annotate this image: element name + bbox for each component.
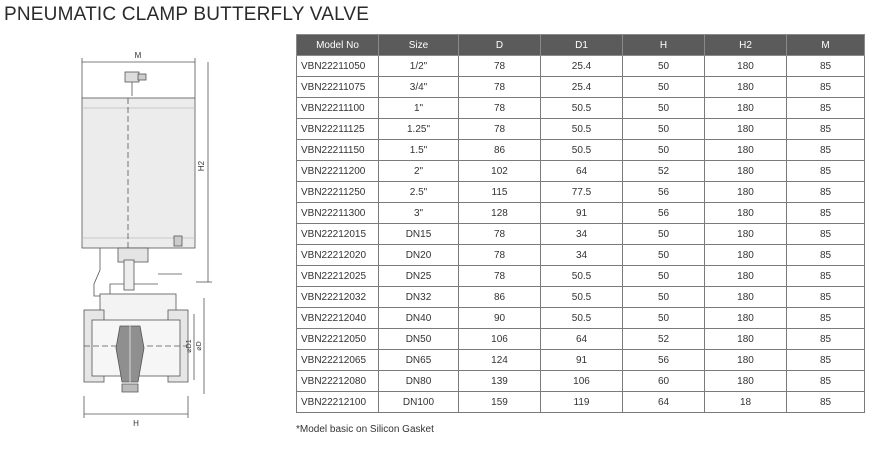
table-row [297,140,865,161]
table-cell: 180 [705,287,787,308]
page-title: PNEUMATIC CLAMP BUTTERFLY VALVE [4,4,370,25]
table-row [297,392,865,413]
table-cell: 180 [705,203,787,224]
table-cell: 85 [787,119,865,140]
model-number-cell: VBN22212040 [297,308,379,329]
table-cell: 56 [623,350,705,371]
dimension-label-m: M [134,51,142,60]
table-cell: 50 [623,308,705,329]
model-number-cell: VBN22211250 [297,182,379,203]
table-cell: 180 [705,308,787,329]
table-cell: 1.25" [379,119,459,140]
table-row [297,203,865,224]
table-cell: 91 [541,350,623,371]
table-cell: 2" [379,161,459,182]
table-cell: 86 [459,287,541,308]
table-cell: 34 [541,224,623,245]
table-cell: 85 [787,77,865,98]
table-cell: 34 [541,245,623,266]
table-cell: 78 [459,77,541,98]
table-row [297,245,865,266]
table-row [297,350,865,371]
model-number-cell: VBN22212050 [297,329,379,350]
table-row [297,266,865,287]
table-row [297,308,865,329]
table-cell: 3" [379,203,459,224]
table-cell: 2.5" [379,182,459,203]
column-header: Size [379,35,459,56]
table-cell: 78 [459,119,541,140]
table-cell: 85 [787,140,865,161]
table-cell: 180 [705,98,787,119]
column-header: D [459,35,541,56]
table-row [297,56,865,77]
table-cell: 180 [705,77,787,98]
table-cell: 64 [541,329,623,350]
table-cell: 115 [459,182,541,203]
table-cell: 180 [705,266,787,287]
table-cell: 85 [787,371,865,392]
model-number-cell: VBN22212032 [297,287,379,308]
table-cell: 124 [459,350,541,371]
model-number-cell: VBN22211100 [297,98,379,119]
table-cell: 77.5 [541,182,623,203]
table-cell: 85 [787,56,865,77]
table-cell: 25.4 [541,77,623,98]
table-cell: 64 [623,392,705,413]
table-cell: 90 [459,308,541,329]
table-cell: 180 [705,140,787,161]
table-row [297,98,865,119]
table-cell: 50 [623,56,705,77]
table-cell: 102 [459,161,541,182]
table-cell: DN25 [379,266,459,287]
column-header: Model No [297,35,379,56]
table-cell: 180 [705,350,787,371]
table-cell: 180 [705,371,787,392]
table-cell: 85 [787,308,865,329]
model-number-cell: VBN22212100 [297,392,379,413]
table-cell: 1.5" [379,140,459,161]
table-cell: 85 [787,287,865,308]
table-cell: 159 [459,392,541,413]
table-cell: DN20 [379,245,459,266]
table-row [297,224,865,245]
table-cell: 56 [623,182,705,203]
valve-technical-drawing [70,48,220,428]
table-cell: 18 [705,392,787,413]
table-cell: 85 [787,98,865,119]
table-row [297,371,865,392]
table-cell: 85 [787,161,865,182]
table-cell: 50.5 [541,266,623,287]
table-row [297,161,865,182]
table-cell: DN80 [379,371,459,392]
model-number-cell: VBN22212065 [297,350,379,371]
table-header-row [297,35,865,56]
table-cell: 180 [705,161,787,182]
table-cell: 50 [623,224,705,245]
table-cell: 180 [705,119,787,140]
table-row [297,329,865,350]
model-number-cell: VBN22212080 [297,371,379,392]
table-row [297,182,865,203]
table-cell: 50 [623,119,705,140]
table-cell: 50 [623,77,705,98]
table-cell: DN15 [379,224,459,245]
table-cell: 85 [787,245,865,266]
table-body [297,56,865,413]
table-cell: 3/4" [379,77,459,98]
table-cell: 50 [623,266,705,287]
table-row [297,287,865,308]
table-cell: 180 [705,56,787,77]
table-cell: 106 [459,329,541,350]
table-cell: 64 [541,161,623,182]
table-cell: 50.5 [541,308,623,329]
table-cell: 52 [623,161,705,182]
table-cell: 85 [787,266,865,287]
spec-table [296,34,865,413]
table-cell: 50 [623,98,705,119]
model-number-cell: VBN22211200 [297,161,379,182]
table-cell: 85 [787,350,865,371]
table-cell: 180 [705,182,787,203]
column-header: D1 [541,35,623,56]
model-number-cell: VBN22212025 [297,266,379,287]
table-cell: 180 [705,329,787,350]
model-number-cell: VBN22211150 [297,140,379,161]
table-cell: 78 [459,266,541,287]
table-cell: 50.5 [541,140,623,161]
model-number-cell: VBN22212015 [297,224,379,245]
table-cell: 85 [787,203,865,224]
table-cell: 106 [541,371,623,392]
table-row [297,77,865,98]
footnote: *Model basic on Silicon Gasket [296,424,434,435]
table-cell: 180 [705,245,787,266]
table-cell: 85 [787,224,865,245]
table-cell: 78 [459,56,541,77]
table-cell: 85 [787,329,865,350]
table-cell: 78 [459,98,541,119]
table-cell: DN50 [379,329,459,350]
model-number-cell: VBN22211050 [297,56,379,77]
model-number-cell: VBN22212020 [297,245,379,266]
table-cell: DN100 [379,392,459,413]
table-cell: 50 [623,287,705,308]
table-cell: 50.5 [541,119,623,140]
model-number-cell: VBN22211300 [297,203,379,224]
table-cell: 91 [541,203,623,224]
model-number-cell: VBN22211075 [297,77,379,98]
table-cell: 50.5 [541,98,623,119]
table-cell: DN40 [379,308,459,329]
table-cell: DN65 [379,350,459,371]
table-cell: 60 [623,371,705,392]
table-cell: 25.4 [541,56,623,77]
table-cell: 180 [705,224,787,245]
table-cell: 128 [459,203,541,224]
table-cell: 86 [459,140,541,161]
dimension-label-d1: ⌀D1 [186,339,193,353]
table-cell: 50 [623,140,705,161]
dimension-label-h: H [133,419,139,428]
table-cell: 78 [459,224,541,245]
column-header: H [623,35,705,56]
column-header: M [787,35,865,56]
table-cell: 50 [623,245,705,266]
table-cell: 78 [459,245,541,266]
table-cell: 85 [787,392,865,413]
column-header: H2 [705,35,787,56]
table-cell: 139 [459,371,541,392]
table-cell: 52 [623,329,705,350]
dimension-label-h2: H2 [197,160,206,172]
table-cell: DN32 [379,287,459,308]
table-cell: 1/2" [379,56,459,77]
table-cell: 56 [623,203,705,224]
table-cell: 119 [541,392,623,413]
dimension-label-d: ⌀D [196,341,203,351]
table-row [297,119,865,140]
table-cell: 85 [787,182,865,203]
table-cell: 50.5 [541,287,623,308]
model-number-cell: VBN22211125 [297,119,379,140]
table-cell: 1" [379,98,459,119]
